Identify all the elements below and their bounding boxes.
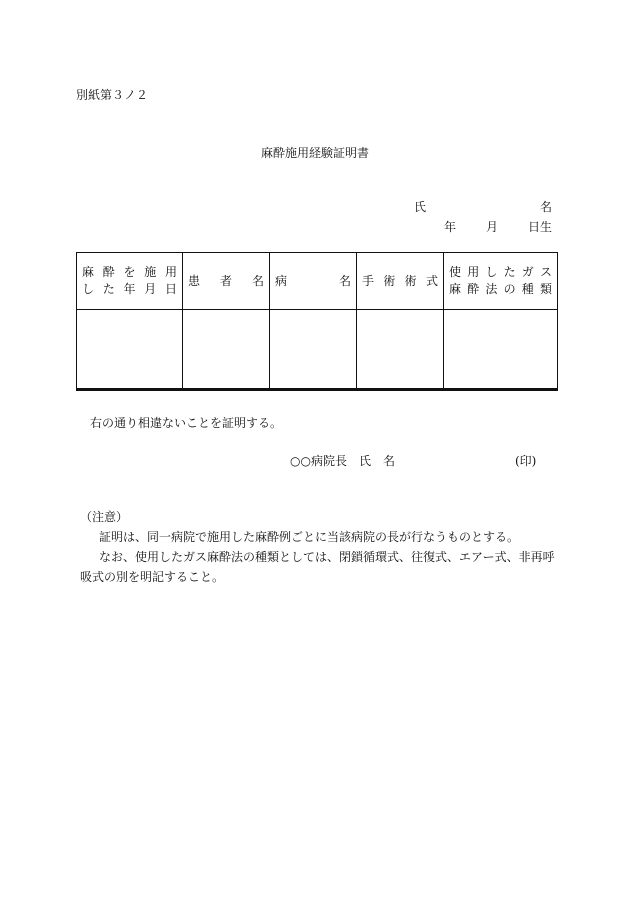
header-gas-anesthesia-type bbox=[444, 253, 558, 310]
notes-heading: （注意） bbox=[80, 510, 129, 524]
annex-number: 別紙第３ノ２ bbox=[76, 88, 149, 102]
header-line: 患 者 名 bbox=[188, 273, 264, 288]
header-line: し た 年 月 日 bbox=[82, 282, 177, 296]
birthdate-label-char: 日生 bbox=[527, 220, 552, 234]
header-line: 手 術 術 式 bbox=[362, 273, 438, 288]
note-line: なお、使用したガス麻酔法の種類としては、閉鎖循環式、往復式、エアー式、非再呼 bbox=[99, 550, 555, 564]
name-label-char: 氏 bbox=[414, 200, 427, 214]
cell-gas-anesthesia-type[interactable] bbox=[444, 310, 558, 390]
birthdate-label bbox=[444, 218, 552, 235]
document-title: 麻酔施用経験証明書 bbox=[260, 146, 369, 160]
header-line: 使 用 し た ガ ス bbox=[449, 265, 552, 279]
header-surgical-procedure bbox=[357, 253, 444, 310]
birthdate-label-char: 月 bbox=[485, 220, 498, 234]
note-line: 吸式の別を明記すること。 bbox=[80, 570, 225, 584]
note-line: 証明は、同一病院で施用した麻酔例ごとに当該病院の長が行なうものとする。 bbox=[99, 530, 520, 544]
table-header-row bbox=[77, 253, 558, 310]
hospital-head-name-label: ○○病院長 氏 名 bbox=[290, 454, 395, 468]
seal-mark: (印) bbox=[515, 454, 537, 468]
cell-date[interactable] bbox=[77, 310, 183, 390]
header-disease-name bbox=[270, 253, 357, 310]
name-label bbox=[414, 198, 552, 215]
cell-surgical-procedure[interactable] bbox=[357, 310, 444, 390]
anesthesia-record-table bbox=[76, 252, 558, 391]
cell-disease-name[interactable] bbox=[270, 310, 357, 390]
birthdate-label-char: 年 bbox=[444, 220, 457, 234]
header-date bbox=[77, 253, 183, 310]
header-line: 麻 酔 法 の 種 類 bbox=[449, 282, 552, 296]
name-label-char: 名 bbox=[539, 200, 552, 214]
header-patient-name bbox=[183, 253, 270, 310]
table-row bbox=[77, 310, 558, 390]
header-line: 麻 酔 を 施 用 bbox=[82, 265, 177, 279]
header-line: 病 名 bbox=[275, 273, 351, 288]
certification-statement: 右の通り相違ないことを証明する。 bbox=[90, 416, 283, 430]
cell-patient-name[interactable] bbox=[183, 310, 270, 390]
